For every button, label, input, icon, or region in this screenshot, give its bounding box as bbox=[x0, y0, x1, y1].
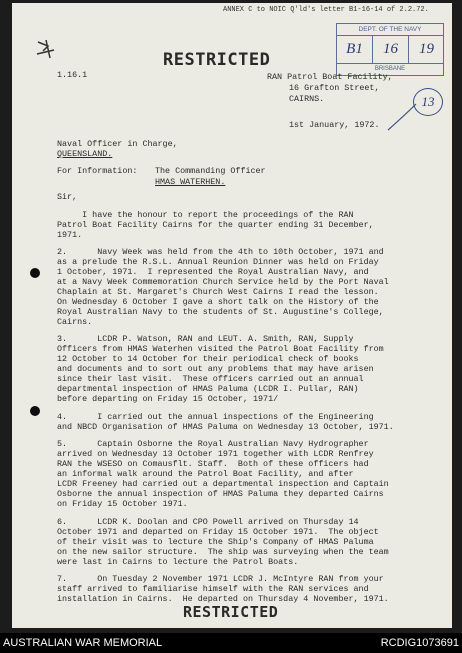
pen-mark bbox=[380, 100, 420, 135]
paragraph-3-line: departmental inspection of HMAS Paluma (LCDR I. Pullar, RAN) bbox=[57, 384, 359, 394]
stamp-footer: BRISBANE bbox=[337, 63, 443, 75]
paragraph-5-line: Osborne the annual inspection of HMAS Paluma they departed Cairns bbox=[57, 489, 384, 499]
letter-date: 1st January, 1972. bbox=[289, 120, 380, 130]
stamp-header: DEPT. OF THE NAVY bbox=[337, 24, 443, 36]
sender-address-line-2: 16 Grafton Street, bbox=[289, 83, 380, 93]
registry-stamp bbox=[336, 23, 444, 76]
paragraph-3-line: Officers from HMAS Waterhen visited the Patrol Boat Facility from bbox=[57, 344, 384, 354]
handwritten-folio-number: 13 bbox=[413, 88, 443, 116]
paragraph-7-line: staff arrived to familiarise himself with the RAN services and bbox=[57, 584, 369, 594]
paragraph-1-line: I have the honour to report the proceedings of the RAN bbox=[57, 210, 354, 220]
info-to-line-2: HMAS WATERHEN. bbox=[155, 177, 226, 187]
sender-address-line-3: CAIRNS. bbox=[289, 94, 325, 104]
addressee-line-2: QUEENSLAND. bbox=[57, 149, 113, 159]
paragraph-6-line: 6. LCDR K. Doolan and CPO Powell arrived on Thursday 14 bbox=[57, 517, 359, 527]
paragraph-5-line: 5. Captain Osborne the Royal Australian Navy Hydrographer bbox=[57, 439, 369, 449]
paragraph-6-line: on the new sailor structure. The ship was surveying when the team bbox=[57, 547, 389, 557]
paragraph-2-line: 2. Navy Week was held from the 4th to 10th October, 1971 and bbox=[57, 247, 384, 257]
punch-hole-bottom bbox=[30, 406, 40, 416]
paragraph-3-line: and documents and to sort out any problems that may have arisen bbox=[57, 364, 374, 374]
paragraph-2-line: Cairns. bbox=[57, 317, 93, 327]
paragraph-2-line: 1 October, 1971. I represented the Royal Australian Navy, and bbox=[57, 267, 369, 277]
paragraph-5-line: LCDR Freeney had carried out a departmental inspection and Captain bbox=[57, 479, 389, 489]
paragraph-5-line: on Friday 15 October 1971. bbox=[57, 499, 188, 509]
paragraph-7-line: 7. On Tuesday 2 November 1971 LCDR J. McIntyre RAN from your bbox=[57, 574, 384, 584]
paragraph-6-line: were last in Cairns to lecture the Patrol Boats. bbox=[57, 557, 299, 567]
archive-name: AUSTRALIAN WAR MEMORIAL bbox=[3, 637, 163, 649]
paragraph-7-line: installation in Cairns. He departed on Thursday 4 November, 1971. bbox=[57, 594, 389, 604]
paragraph-4-line: 4. I carried out the annual inspections of the Engineering bbox=[57, 412, 374, 422]
paragraph-3-line: before departing on Friday 15 October, 1971/ bbox=[57, 394, 279, 404]
paragraph-6-line: of their visit was to lecture the Ship's Company of HMAS Paluma bbox=[57, 537, 374, 547]
paragraph-1-line: 1971. bbox=[57, 230, 83, 240]
paragraph-3-line: 3. LCDR P. Watson, RAN and LEUT. A. Smith, RAN, Supply bbox=[57, 334, 354, 344]
paragraph-5-line: an informal walk around the Patrol Boat Facility, and after bbox=[57, 469, 354, 479]
paragraph-2-line: Chaplain at St. Margaret's Church West Cairns I read the lesson. bbox=[57, 287, 379, 297]
stamp-file-part-3: 19 bbox=[419, 41, 434, 57]
stamp-file-part-2: 16 bbox=[383, 41, 398, 57]
paragraph-4-line: and NBCD Organisation of HMAS Paluma on Wednesday 13 October, 1971. bbox=[57, 422, 394, 432]
paragraph-1-line: Patrol Boat Facility Cairns for the quarter ending 31 December, bbox=[57, 220, 374, 230]
addressee-line-1: Naval Officer in Charge, bbox=[57, 139, 178, 149]
paragraph-3-line: 12 October to 14 October for their periodical check of books bbox=[57, 354, 359, 364]
annex-note: ANNEX C to NOIC Q'ld's letter B1-16-14 of 2.2.72. bbox=[223, 6, 429, 14]
paragraph-5-line: RAN the WSESO on Comausflt. Staff. Both of these officers had bbox=[57, 459, 369, 469]
paragraph-2-line: Royal Australian Navy to the students of St. Augustine's College, bbox=[57, 307, 384, 317]
ink-mark bbox=[34, 36, 60, 66]
paragraph-6-line: October 1971 and departed on Friday 15 October 1971. The object bbox=[57, 527, 379, 537]
stamp-file-part-1: B1 bbox=[346, 41, 363, 57]
archive-item-id: RCDIG1073691 bbox=[380, 637, 459, 649]
paragraph-2-line: On Wednesday 6 October I gave a short talk on the History of the bbox=[57, 297, 379, 307]
paragraph-5-line: arrived on Wednesday 13 October 1971 together with LCDR Renfrey bbox=[57, 449, 374, 459]
sender-address-line-1: RAN Patrol Boat Facility, bbox=[267, 72, 393, 82]
reference-number: 1.16.1 bbox=[57, 70, 88, 80]
paragraph-2-line: as a prelude the R.S.L. Annual Reunion Dinner was held on Friday bbox=[57, 257, 379, 267]
punch-hole-top bbox=[30, 268, 40, 278]
salutation: Sir, bbox=[57, 192, 78, 202]
info-label: For Information: bbox=[57, 166, 138, 176]
classification-top: RESTRICTED bbox=[163, 50, 271, 70]
archive-footer-bar bbox=[0, 633, 462, 653]
paragraph-3-line: since their last visit. These officers carried out an annual bbox=[57, 374, 364, 384]
classification-bottom: RESTRICTED bbox=[183, 603, 279, 621]
paragraph-2-line: at a Navy Week Commemoration Church Service held by the Port Naval bbox=[57, 277, 389, 287]
info-to-line-1: The Commanding Officer bbox=[155, 166, 266, 176]
